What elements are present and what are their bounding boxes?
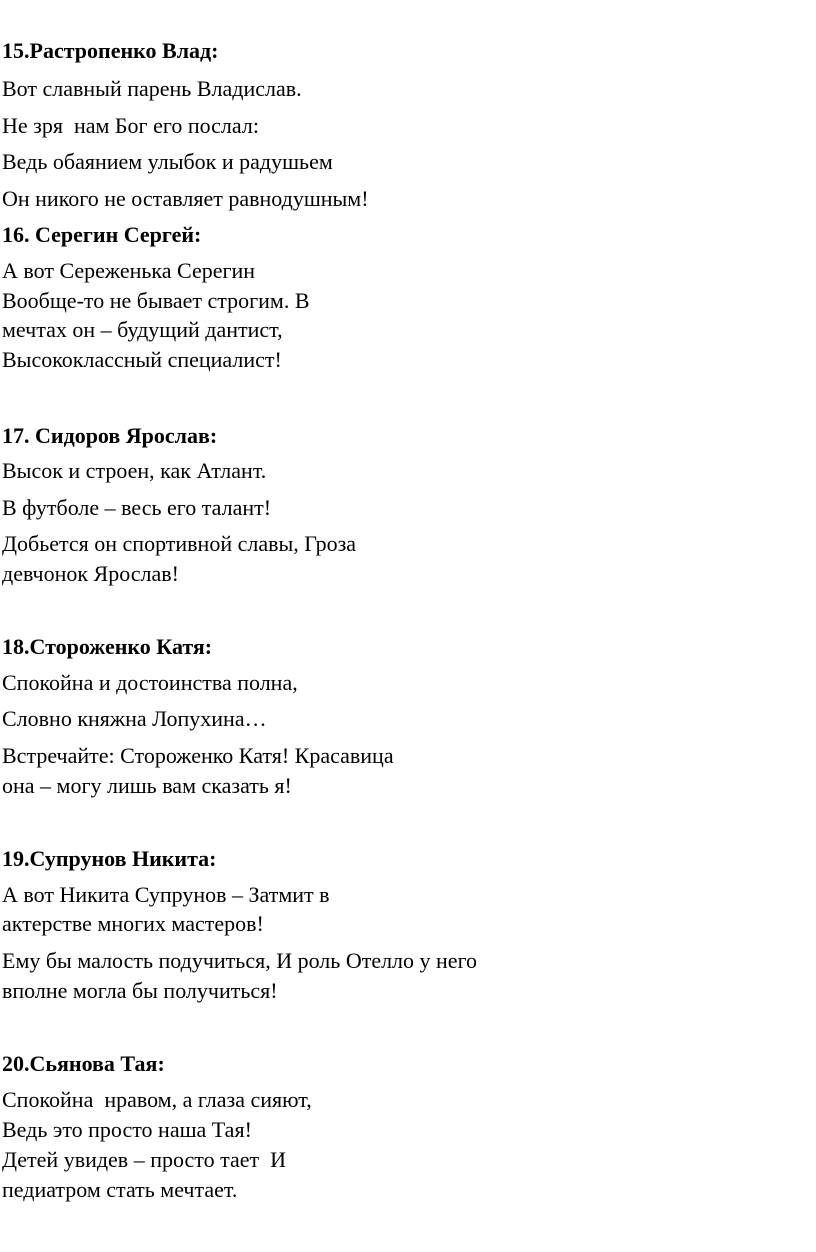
- poem-line: Спокойна нравом, а глаза сияют,: [2, 1087, 312, 1112]
- poem-line: Он никого не оставляет равнодушным!: [2, 186, 369, 211]
- section-heading: 15.Растропенко Влад:: [2, 38, 219, 63]
- section-heading: 17. Сидоров Ярослав:: [2, 423, 218, 448]
- poem-line: Добьется он спортивной славы, Гроза: [2, 531, 357, 556]
- section-heading: 19.Супрунов Никита:: [2, 846, 217, 871]
- poem-line: А вот Сереженька Серегин: [2, 258, 256, 283]
- poem-line: Ведь обаянием улыбок и радушьем: [2, 149, 333, 174]
- poem-line: Высококлассный специалист!: [2, 347, 282, 372]
- poem-line: Спокойна и достоинства полна,: [2, 670, 298, 695]
- section-heading: 18.Стороженко Катя:: [2, 634, 213, 659]
- section-heading: 20.Сьянова Тая:: [2, 1051, 165, 1076]
- poem-line: Встречайте: Стороженко Катя! Красавица: [2, 743, 394, 768]
- poem-line: Детей увидев – просто тает И: [2, 1147, 287, 1172]
- poem-line: Словно княжна Лопухина…: [2, 706, 267, 731]
- poem-line: Вообще-то не бывает строгим. В: [2, 288, 310, 313]
- poem-line: она – могу лишь вам сказать я!: [2, 773, 292, 798]
- poem-line: А вот Никита Супрунов – Затмит в: [2, 882, 330, 907]
- poem-line: Не зря нам Бог его послал:: [2, 113, 259, 138]
- poem-line: педиатром стать мечтает.: [2, 1177, 238, 1202]
- poem-line: актерстве многих мастеров!: [2, 911, 264, 936]
- poem-line: Ведь это просто наша Тая!: [2, 1117, 252, 1142]
- poem-line: В футболе – весь его талант!: [2, 495, 272, 520]
- poem-line: вполне могла бы получиться!: [2, 978, 278, 1003]
- poem-line: Высок и строен, как Атлант.: [2, 458, 267, 483]
- section-heading: 16. Серегин Сергей:: [2, 222, 202, 247]
- poem-line: девчонок Ярослав!: [2, 561, 179, 586]
- poem-line: Вот славный парень Владислав.: [2, 76, 302, 101]
- poem-line: мечтах он – будущий дантист,: [2, 317, 283, 342]
- poem-line: Ему бы малость подучиться, И роль Отелло у него: [2, 948, 478, 973]
